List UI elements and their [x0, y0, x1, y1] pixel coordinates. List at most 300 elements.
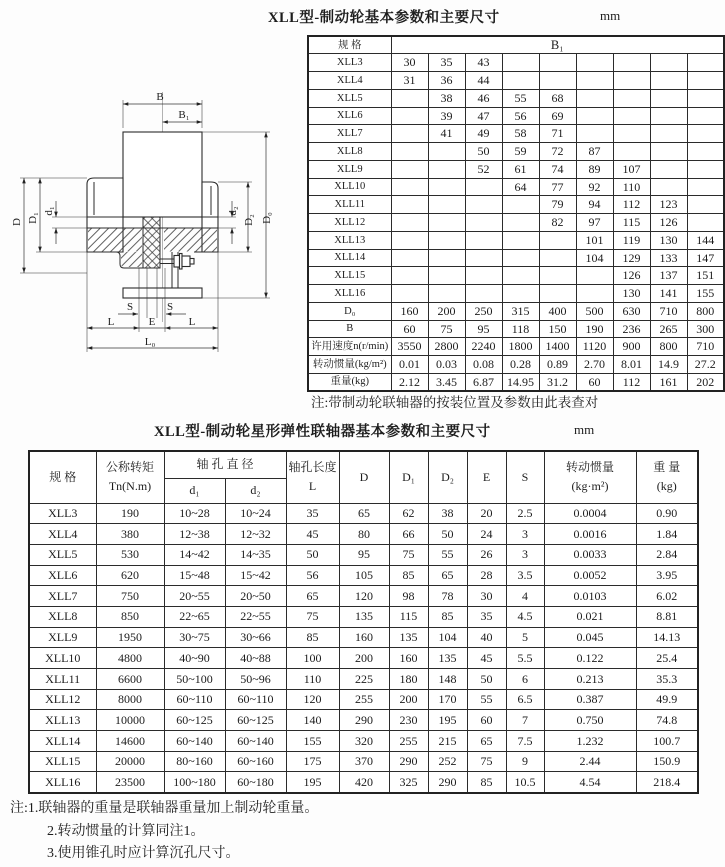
- table-cell: [576, 107, 613, 125]
- table-cell: 78: [428, 586, 467, 607]
- table-cell: 6.02: [636, 586, 698, 607]
- table-cell: 75: [389, 544, 428, 565]
- table-cell: 1.232: [544, 731, 636, 752]
- table-cell: [391, 160, 428, 178]
- table-cell: 120: [339, 586, 389, 607]
- table-row: [29, 648, 698, 669]
- table-cell: 80~160: [164, 751, 225, 772]
- table-cell: 65: [339, 503, 389, 524]
- table-cell: 52: [465, 160, 502, 178]
- table-cell: 135: [339, 606, 389, 627]
- table-cell: 2.5: [506, 503, 544, 524]
- table-cell: 75: [467, 751, 506, 772]
- table-cell: 800: [650, 338, 687, 356]
- dim-label-d1: d₁: [43, 206, 55, 216]
- table-cell: [428, 231, 465, 249]
- table-row: [29, 524, 698, 545]
- table-cell: [576, 267, 613, 285]
- table-cell: 200: [389, 689, 428, 710]
- table-row: [308, 54, 724, 72]
- table-row: [29, 731, 698, 752]
- table-cell: 630: [613, 302, 650, 320]
- table-row: [308, 178, 724, 196]
- table-cell: 50~100: [164, 669, 225, 690]
- table-cell: 2800: [428, 338, 465, 356]
- row-label: XLL14: [29, 731, 96, 752]
- table-cell: 9: [506, 751, 544, 772]
- table-cell: [428, 285, 465, 303]
- table-cell: 0.0033: [544, 544, 636, 565]
- row-label: XLL3: [29, 503, 96, 524]
- table-cell: 115: [613, 214, 650, 232]
- table-cell: 170: [428, 689, 467, 710]
- table-cell: [687, 143, 724, 161]
- row-label: XLL6: [308, 107, 391, 125]
- table-cell: [539, 54, 576, 72]
- table-cell: 1950: [96, 627, 164, 648]
- table-cell: 60~125: [225, 710, 286, 731]
- t2-d1-header: d₁: [164, 478, 225, 503]
- table-cell: [650, 72, 687, 90]
- table-cell: [391, 214, 428, 232]
- dim-label-B: B: [156, 91, 164, 103]
- table-cell: 15~42: [225, 565, 286, 586]
- table-cell: 0.213: [544, 669, 636, 690]
- table-cell: 5: [506, 627, 544, 648]
- table-cell: 24: [467, 524, 506, 545]
- table-cell: 30~75: [164, 627, 225, 648]
- table-cell: [650, 107, 687, 125]
- table-cell: 3550: [391, 338, 428, 356]
- table-cell: 190: [96, 503, 164, 524]
- table-cell: 49.9: [636, 689, 698, 710]
- footnote-3: 3.使用锥孔时应计算沉孔尺寸。: [47, 846, 240, 861]
- footnote-1: 注:1.联轴器的重量是联轴器重量加上制动轮重量。: [10, 801, 319, 816]
- table-cell: 38: [428, 503, 467, 524]
- t2-weight-line1: 重 量: [653, 460, 681, 475]
- table-cell: 161: [650, 373, 687, 391]
- table-row: [29, 772, 698, 793]
- table-cell: 252: [428, 751, 467, 772]
- row-label: XLL11: [308, 196, 391, 214]
- table-cell: 0.045: [544, 627, 636, 648]
- table-cell: 710: [687, 338, 724, 356]
- table-cell: 151: [687, 267, 724, 285]
- table-cell: 215: [428, 731, 467, 752]
- table-cell: 43: [465, 54, 502, 72]
- table-cell: 290: [428, 772, 467, 793]
- table-cell: 112: [613, 196, 650, 214]
- table-cell: 10~24: [225, 503, 286, 524]
- table-row: [29, 544, 698, 565]
- row-label: 重量(kg): [308, 373, 391, 391]
- table-row: [29, 503, 698, 524]
- row-label: B: [308, 320, 391, 338]
- row-label: XLL14: [308, 249, 391, 267]
- row-label: D₀: [308, 302, 391, 320]
- table-cell: 0.08: [465, 356, 502, 374]
- table-cell: 3: [506, 524, 544, 545]
- table-cell: 0.750: [544, 710, 636, 731]
- row-label: XLL15: [29, 751, 96, 772]
- table-cell: 218.4: [636, 772, 698, 793]
- table-cell: 56: [286, 565, 339, 586]
- table-cell: 370: [339, 751, 389, 772]
- row-label: XLL13: [29, 710, 96, 731]
- table-cell: 12~38: [164, 524, 225, 545]
- table-cell: [687, 160, 724, 178]
- table-cell: 60: [467, 710, 506, 731]
- table-cell: [502, 214, 539, 232]
- row-label: XLL6: [29, 565, 96, 586]
- t2-weight-header: [636, 451, 698, 503]
- table-cell: 2.44: [544, 751, 636, 772]
- table-cell: 26: [467, 544, 506, 565]
- table-row: [308, 107, 724, 125]
- table-cell: 0.021: [544, 606, 636, 627]
- table-cell: 60: [576, 373, 613, 391]
- table-cell: 147: [687, 249, 724, 267]
- table-cell: 265: [650, 320, 687, 338]
- dim-label-L0: L₀: [144, 336, 156, 348]
- table-cell: 45: [467, 648, 506, 669]
- table-cell: 35.3: [636, 669, 698, 690]
- table-cell: 60~110: [225, 689, 286, 710]
- t2-weight-line2: (kg): [656, 479, 677, 494]
- table-cell: [539, 267, 576, 285]
- table-cell: 135: [389, 627, 428, 648]
- table-cell: 28: [467, 565, 506, 586]
- table-cell: 133: [650, 249, 687, 267]
- table-cell: 14.95: [502, 373, 539, 391]
- table-cell: [502, 54, 539, 72]
- section2-title: XLL型-制动轮星形弹性联轴器基本参数和主要尺寸: [154, 424, 491, 440]
- table-cell: 104: [576, 249, 613, 267]
- table-cell: 2.70: [576, 356, 613, 374]
- table-row: [29, 751, 698, 772]
- table-cell: 129: [613, 249, 650, 267]
- table-cell: [391, 285, 428, 303]
- row-label: XLL12: [308, 214, 391, 232]
- table-cell: 87: [576, 143, 613, 161]
- table-cell: [465, 214, 502, 232]
- table-cell: 8000: [96, 689, 164, 710]
- table-cell: [391, 267, 428, 285]
- table-cell: [502, 267, 539, 285]
- table-cell: [576, 89, 613, 107]
- dim-label-B1: B₁: [178, 109, 190, 121]
- table-cell: [502, 72, 539, 90]
- table-cell: 69: [539, 107, 576, 125]
- t1-spec-header: 规 格: [308, 36, 391, 54]
- table-cell: 55: [428, 544, 467, 565]
- table-cell: 3.95: [636, 565, 698, 586]
- table-row: [29, 627, 698, 648]
- t2-torque-header: [96, 451, 164, 503]
- dim-label-L-left: L: [107, 316, 115, 328]
- table-cell: 95: [465, 320, 502, 338]
- table-cell: [539, 72, 576, 90]
- row-label: XLL4: [29, 524, 96, 545]
- row-label: XLL13: [308, 231, 391, 249]
- table-cell: 47: [465, 107, 502, 125]
- table-cell: 50: [286, 544, 339, 565]
- table-cell: [613, 54, 650, 72]
- table-row: [308, 338, 724, 356]
- table-cell: 8.81: [636, 606, 698, 627]
- table-cell: 10000: [96, 710, 164, 731]
- table-cell: 30: [391, 54, 428, 72]
- table-row: [29, 710, 698, 731]
- table-cell: 85: [286, 627, 339, 648]
- footnote-2: 2.转动惯量的计算同注1。: [47, 824, 205, 839]
- dim-label-D1: D₁: [27, 212, 39, 224]
- table-cell: 155: [286, 731, 339, 752]
- table-cell: 137: [650, 267, 687, 285]
- table-cell: [539, 285, 576, 303]
- table-cell: 74.8: [636, 710, 698, 731]
- table-cell: 119: [613, 231, 650, 249]
- table-cell: [576, 72, 613, 90]
- table-cell: 30: [467, 586, 506, 607]
- table-cell: 31.2: [539, 373, 576, 391]
- table-cell: 60~180: [225, 772, 286, 793]
- table-cell: 0.28: [502, 356, 539, 374]
- table-cell: [650, 125, 687, 143]
- table-cell: 6.87: [465, 373, 502, 391]
- table-cell: 6600: [96, 669, 164, 690]
- table-cell: 4.54: [544, 772, 636, 793]
- table-cell: 115: [389, 606, 428, 627]
- table-cell: 12~32: [225, 524, 286, 545]
- table-cell: 130: [650, 231, 687, 249]
- table-cell: 900: [613, 338, 650, 356]
- table-cell: 14.13: [636, 627, 698, 648]
- table-cell: [428, 178, 465, 196]
- table-cell: 101: [576, 231, 613, 249]
- table-cell: [428, 249, 465, 267]
- table-cell: 3.5: [506, 565, 544, 586]
- table-cell: [391, 249, 428, 267]
- section1-title: XLL型-制动轮基本参数和主要尺寸: [268, 10, 500, 26]
- table-cell: 23500: [96, 772, 164, 793]
- row-label: XLL7: [29, 586, 96, 607]
- table-cell: 123: [650, 196, 687, 214]
- t2-inertia-line2: (kg·m²): [571, 479, 609, 494]
- table-cell: [391, 178, 428, 196]
- table-cell: 255: [339, 689, 389, 710]
- t2-bore-length-line2: L: [308, 479, 317, 494]
- table-cell: 118: [502, 320, 539, 338]
- t2-E-header: E: [467, 451, 506, 503]
- table-cell: 420: [339, 772, 389, 793]
- table-cell: 120: [286, 689, 339, 710]
- table-cell: [539, 231, 576, 249]
- table-cell: [613, 125, 650, 143]
- table-cell: [687, 54, 724, 72]
- table-cell: 50: [467, 669, 506, 690]
- table-cell: 850: [96, 606, 164, 627]
- table-cell: [391, 143, 428, 161]
- table-cell: 0.0004: [544, 503, 636, 524]
- table-cell: 250: [465, 302, 502, 320]
- table-cell: 68: [539, 89, 576, 107]
- table-cell: 95: [339, 544, 389, 565]
- table-cell: 38: [428, 89, 465, 107]
- row-label: XLL11: [29, 669, 96, 690]
- table-cell: 14~42: [164, 544, 225, 565]
- t2-inertia-line1: 转动惯量: [566, 460, 615, 475]
- table-cell: 4: [506, 586, 544, 607]
- table-cell: 148: [428, 669, 467, 690]
- table-cell: [428, 160, 465, 178]
- table-cell: 530: [96, 544, 164, 565]
- table-row: [308, 125, 724, 143]
- table-cell: 710: [650, 302, 687, 320]
- row-label: XLL4: [308, 72, 391, 90]
- table-cell: 290: [339, 710, 389, 731]
- row-label: XLL8: [29, 606, 96, 627]
- dim-label-S-left: S: [126, 301, 134, 313]
- table-cell: [687, 178, 724, 196]
- table-cell: 60~140: [164, 731, 225, 752]
- table-row: [29, 606, 698, 627]
- table-cell: 39: [428, 107, 465, 125]
- table-cell: 110: [613, 178, 650, 196]
- table-row: [308, 267, 724, 285]
- table-cell: [576, 285, 613, 303]
- table-cell: 130: [613, 285, 650, 303]
- table-cell: 98: [389, 586, 428, 607]
- dim-label-D0: D₀: [261, 212, 273, 224]
- table-row: [29, 565, 698, 586]
- table-cell: 97: [576, 214, 613, 232]
- table-cell: 175: [286, 751, 339, 772]
- table-cell: 0.03: [428, 356, 465, 374]
- table-cell: 50~96: [225, 669, 286, 690]
- t2-d2-header: d₂: [225, 478, 286, 503]
- table-cell: 140: [286, 710, 339, 731]
- t2-spec-header: 规 格: [29, 451, 96, 503]
- table-cell: 0.0016: [544, 524, 636, 545]
- table-cell: 36: [428, 72, 465, 90]
- t1-b1-header: B₁: [391, 36, 724, 54]
- table-cell: 2240: [465, 338, 502, 356]
- dim-label-E: E: [148, 316, 156, 328]
- row-label: XLL16: [308, 285, 391, 303]
- table-cell: 195: [286, 772, 339, 793]
- table-row: [308, 373, 724, 391]
- table-cell: 50: [428, 524, 467, 545]
- table-cell: 155: [687, 285, 724, 303]
- row-label: XLL8: [308, 143, 391, 161]
- t2-D-header: D: [339, 451, 389, 503]
- table-cell: 40~90: [164, 648, 225, 669]
- table-cell: [502, 196, 539, 214]
- elastic-element: [143, 217, 160, 268]
- table-cell: [650, 143, 687, 161]
- table-cell: [465, 196, 502, 214]
- table-cell: 85: [428, 606, 467, 627]
- table-cell: 225: [339, 669, 389, 690]
- table-cell: [428, 214, 465, 232]
- table-cell: 10.5: [506, 772, 544, 793]
- table-cell: 79: [539, 196, 576, 214]
- table-cell: 5.5: [506, 648, 544, 669]
- table-cell: 58: [502, 125, 539, 143]
- table-cell: [613, 107, 650, 125]
- table-row: [29, 586, 698, 607]
- table-cell: 20000: [96, 751, 164, 772]
- table-cell: [687, 214, 724, 232]
- table-cell: 195: [428, 710, 467, 731]
- table-cell: 75: [286, 606, 339, 627]
- table-cell: 14.9: [650, 356, 687, 374]
- table-cell: 144: [687, 231, 724, 249]
- table-row: [308, 89, 724, 107]
- table-cell: 74: [539, 160, 576, 178]
- table-cell: 150.9: [636, 751, 698, 772]
- table-cell: 85: [467, 772, 506, 793]
- table-cell: 35: [286, 503, 339, 524]
- table-cell: 45: [286, 524, 339, 545]
- table-cell: 8.01: [613, 356, 650, 374]
- table-cell: 4800: [96, 648, 164, 669]
- t2-torque-line2: Tn(N.m): [108, 479, 152, 494]
- table-cell: 400: [539, 302, 576, 320]
- table-cell: 236: [613, 320, 650, 338]
- table-cell: 1400: [539, 338, 576, 356]
- table-cell: 750: [96, 586, 164, 607]
- table-cell: 20~50: [225, 586, 286, 607]
- table-cell: 7: [506, 710, 544, 731]
- table-cell: [391, 89, 428, 107]
- table-cell: 27.2: [687, 356, 724, 374]
- table-cell: 60~110: [164, 689, 225, 710]
- table-cell: [502, 285, 539, 303]
- table-row: [29, 669, 698, 690]
- table-cell: 20: [467, 503, 506, 524]
- table-header-row-1: [29, 451, 698, 478]
- table-row: [308, 356, 724, 374]
- table-cell: 112: [613, 373, 650, 391]
- table-cell: 44: [465, 72, 502, 90]
- table-cell: 75: [428, 320, 465, 338]
- table-cell: [465, 267, 502, 285]
- coupling-section-drawing: [8, 70, 308, 370]
- row-label: XLL15: [308, 267, 391, 285]
- dim-label-D: D: [11, 218, 23, 226]
- t2-bore-length-header: [286, 451, 339, 503]
- table-cell: [650, 178, 687, 196]
- table-cell: 0.122: [544, 648, 636, 669]
- table-cell: 315: [502, 302, 539, 320]
- table-cell: 1120: [576, 338, 613, 356]
- row-label: XLL9: [29, 627, 96, 648]
- table-cell: 126: [650, 214, 687, 232]
- row-label: 许用速度n(r/min): [308, 338, 391, 356]
- table-cell: 61: [502, 160, 539, 178]
- table-cell: [613, 72, 650, 90]
- table-cell: [687, 89, 724, 107]
- coupling-parameters-table: [28, 450, 699, 794]
- dim-label-D2: D₂: [243, 214, 255, 226]
- table-cell: 25.4: [636, 648, 698, 669]
- table-cell: 110: [286, 669, 339, 690]
- table-cell: [502, 249, 539, 267]
- table-row: [308, 249, 724, 267]
- row-label: 转动惯量(kg/m²): [308, 356, 391, 374]
